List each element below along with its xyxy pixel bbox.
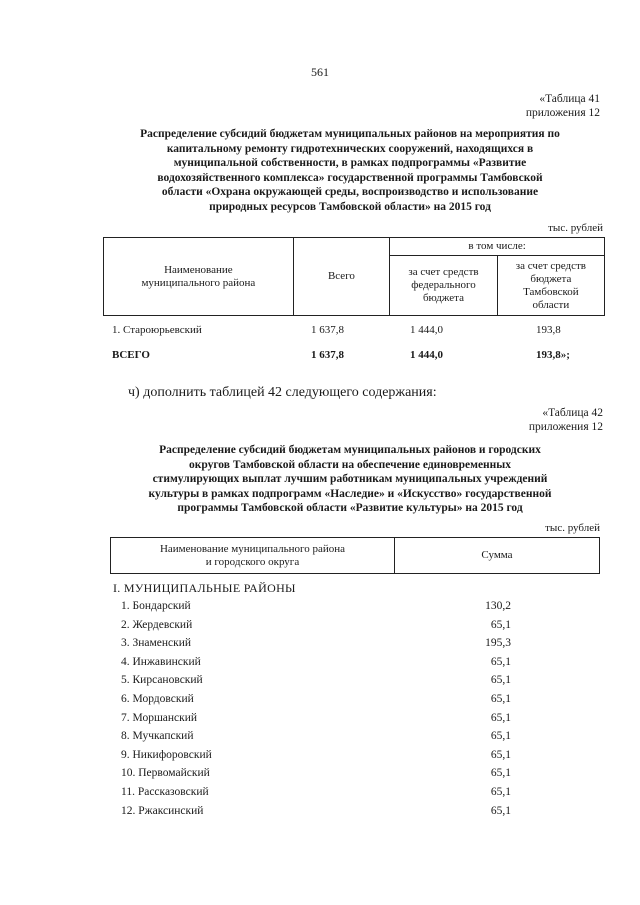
regional-line3: Тамбовской xyxy=(523,285,579,298)
list-item xyxy=(121,597,511,616)
regional-line4: области xyxy=(532,298,570,311)
list-item xyxy=(121,690,511,709)
col-name-line2: муниципального района xyxy=(141,276,256,289)
district-name: 9. Никифоровский xyxy=(121,748,212,761)
table41-title-line: природных ресурсов Тамбовской области» на 2015 год xyxy=(209,200,491,213)
row-total: 1 637,8 xyxy=(311,324,344,336)
col-total-header: Всего xyxy=(293,238,389,316)
table41-reference xyxy=(526,92,600,120)
list-item xyxy=(121,727,511,746)
district-header-line2: и городского округа xyxy=(205,555,300,568)
list-item xyxy=(121,709,511,728)
district-value: 65,1 xyxy=(490,785,511,798)
table41-title-line: области «Охрана окружающей среды, воспроизводство и использование xyxy=(161,186,539,198)
table42-title-line: программы Тамбовской области «Развитие культуры» на 2015 год xyxy=(177,502,523,514)
table42-title-line: культуры в рамках подпрограмм «Наследие» и «Искусство» государственной xyxy=(148,487,552,500)
district-name: 11. Рассказовский xyxy=(121,785,209,798)
district-name: 8. Мучкапский xyxy=(121,730,194,743)
district-name: 4. Инжавинский xyxy=(121,655,201,668)
col-regional-header xyxy=(497,256,604,316)
district-name: 2. Жердевский xyxy=(121,618,193,631)
district-value: 65,1 xyxy=(490,748,511,761)
list-item xyxy=(121,764,511,783)
table41-title-line: капитальному ремонту гидротехнических сооружений, находящихся в xyxy=(166,142,534,155)
district-name: 1. Бондарский xyxy=(121,600,191,612)
district-value: 65,1 xyxy=(490,730,511,743)
table42-unit: тыс. рублей xyxy=(545,522,600,534)
district-name: 3. Знаменский xyxy=(121,637,192,650)
table41-title-line: Распределение субсидий бюджетам муниципальных районов на мероприятия по xyxy=(140,128,560,140)
table41-title-line: водохозяйственного комплекса» государственной программы Тамбовской xyxy=(157,171,543,184)
col-including-header: в том числе: xyxy=(390,238,605,256)
col-federal-header xyxy=(390,256,498,316)
district-header-line1: Наименование муниципального района xyxy=(159,542,346,555)
table42-title xyxy=(100,443,600,516)
table41-title xyxy=(95,127,605,214)
table41-title-line: муниципальной собственности, в рамках подпрограммы «Развитие xyxy=(173,157,527,169)
regional-line1: за счет средств xyxy=(515,259,586,272)
table42-reference xyxy=(529,406,603,434)
district-value: 65,1 xyxy=(490,692,511,705)
col-name-header xyxy=(104,238,294,316)
table41-ref-line2: приложения 12 xyxy=(525,107,600,119)
amendment-text: ч) дополнить таблицей 42 следующего содержания: xyxy=(128,385,437,400)
district-name: 12. Ржаксинский xyxy=(121,804,204,817)
table42-ref-line2: приложения 12 xyxy=(528,421,603,433)
list-item xyxy=(121,746,511,765)
table41-ref-line1: «Таблица 41 xyxy=(539,93,600,105)
total-name: ВСЕГО xyxy=(112,349,150,361)
page-number: 561 xyxy=(311,65,329,79)
col-district-header xyxy=(111,538,395,574)
list-item xyxy=(121,671,511,690)
district-value: 65,1 xyxy=(490,674,511,687)
federal-line2: федерального xyxy=(411,279,476,291)
district-value: 130,2 xyxy=(485,600,511,612)
list-item xyxy=(121,616,511,635)
federal-line1: за счет средств xyxy=(408,266,479,278)
col-name-line1: Наименование xyxy=(164,263,233,276)
row-name: 1. Староюрьевский xyxy=(112,324,202,336)
district-name: 5. Кирсановский xyxy=(121,674,203,687)
table42-ref-line1: «Таблица 42 xyxy=(542,407,603,419)
total-regional: 193,8»; xyxy=(536,349,570,361)
district-value: 65,1 xyxy=(490,711,511,724)
district-value: 65,1 xyxy=(490,618,511,631)
row-regional: 193,8 xyxy=(536,324,561,336)
col-sum-header: Сумма xyxy=(395,538,600,574)
districts-list xyxy=(121,597,511,820)
table42-title-line: округов Тамбовской области на обеспечение единовременных xyxy=(188,458,512,471)
district-name: 10. Первомайский xyxy=(121,767,210,780)
district-name: 6. Мордовский xyxy=(121,692,194,705)
regional-line2: бюджета xyxy=(530,272,572,285)
district-name: 7. Моршанский xyxy=(121,711,198,724)
district-value: 65,1 xyxy=(490,804,511,817)
list-item xyxy=(121,653,511,672)
list-item xyxy=(121,634,511,653)
district-value: 65,1 xyxy=(490,767,511,780)
table41-unit: тыс. рублей xyxy=(548,222,603,234)
total-sum: 1 637,8 xyxy=(311,349,344,361)
table42-header xyxy=(110,537,600,574)
district-value: 65,1 xyxy=(490,655,511,668)
total-federal: 1 444,0 xyxy=(410,349,443,361)
federal-line3: бюджета xyxy=(422,292,464,304)
row-federal: 1 444,0 xyxy=(410,324,443,336)
section-heading: I. МУНИЦИПАЛЬНЫЕ РАЙОНЫ xyxy=(113,581,296,595)
table42-title-line: стимулирующих выплат лучшим работникам муниципальных учреждений xyxy=(152,473,548,485)
table42-title-line: Распределение субсидий бюджетам муниципальных районов и городских xyxy=(159,444,541,456)
table41-header xyxy=(103,237,605,316)
district-value: 195,3 xyxy=(485,637,511,650)
list-item xyxy=(121,802,511,821)
list-item xyxy=(121,783,511,802)
